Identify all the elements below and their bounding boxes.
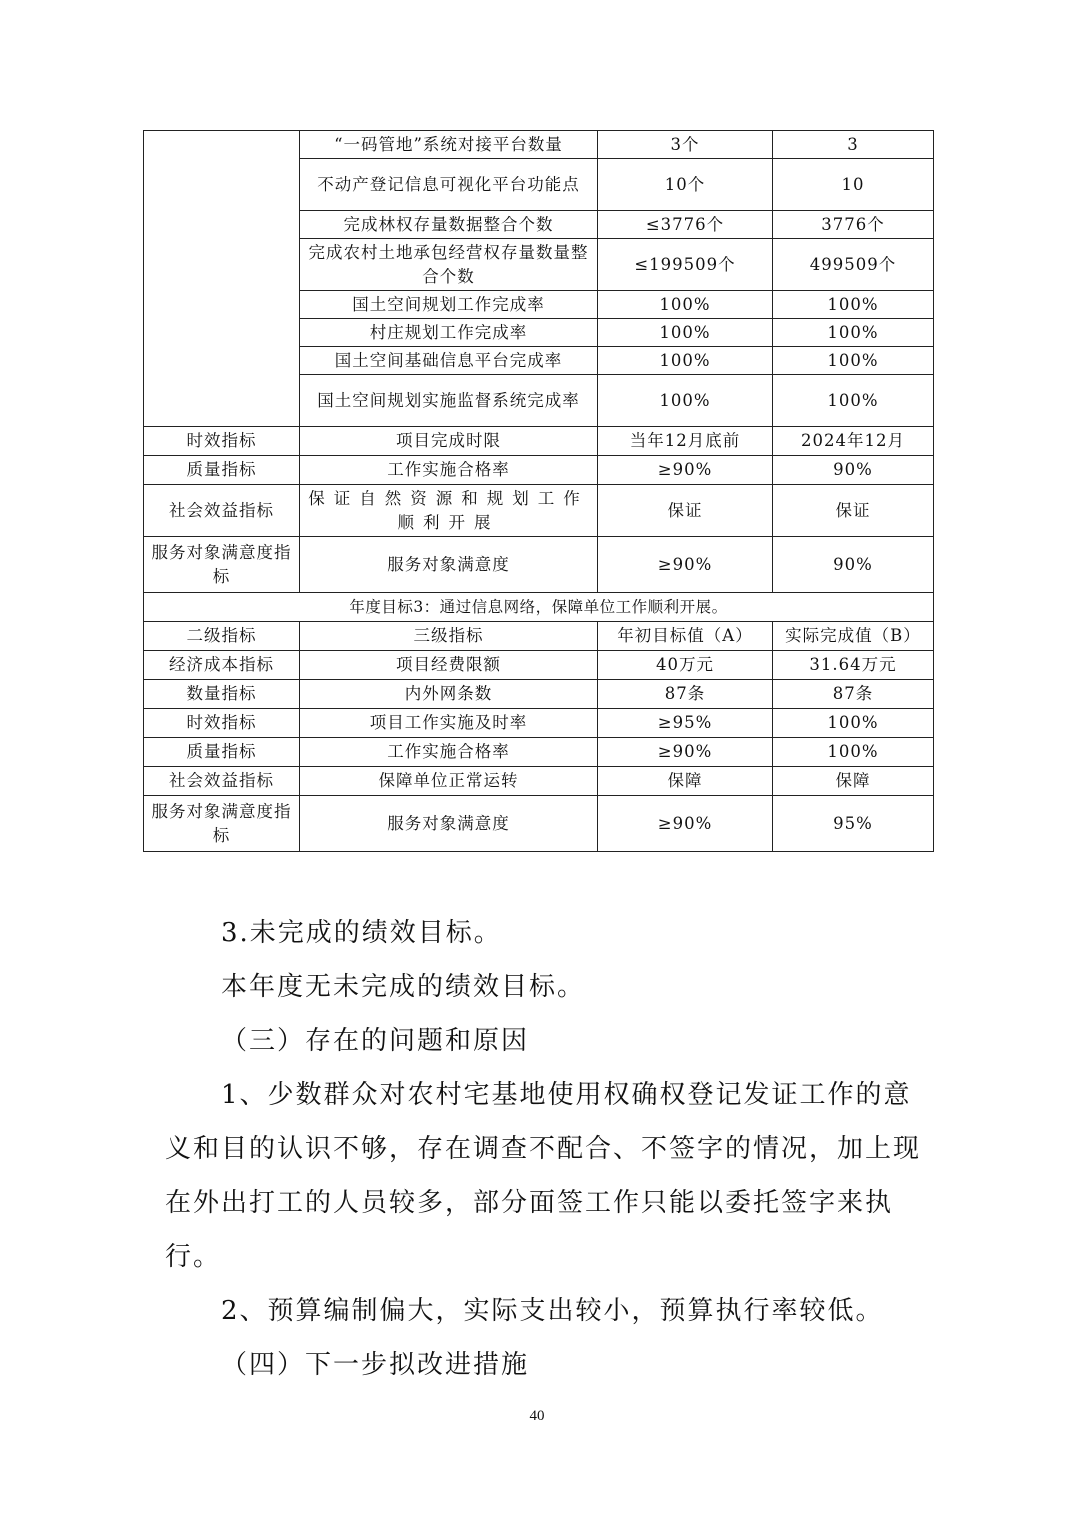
actual-cell: 95% <box>773 796 934 852</box>
target-cell: 100% <box>598 375 773 427</box>
column-header: 三级指标 <box>300 622 598 651</box>
target-cell: ≥90% <box>598 738 773 767</box>
target-cell: 10个 <box>598 159 773 211</box>
paragraph-problem-1: 1、少数群众对农村宅基地使用权确权登记发证工作的意义和目的认识不够，存在调查不配合、不签字的情况，加上现在外出打工的人员较多，部分面签工作只能以委托签字来执行。 <box>165 1080 922 1272</box>
indicator-cell: “一码管地”系统对接平台数量 <box>300 131 598 159</box>
actual-cell: 100% <box>773 319 934 347</box>
actual-cell: 3 <box>773 131 934 159</box>
table-row <box>144 593 934 622</box>
section-heading-problems: （三）存在的问题和原因 <box>221 1026 530 1056</box>
actual-cell: 100% <box>773 709 934 738</box>
table-row <box>144 680 934 709</box>
target-cell: ≥95% <box>598 709 773 738</box>
indicator-cell: 服务对象满意度 <box>300 537 598 593</box>
actual-cell: 499509个 <box>773 239 934 291</box>
category-cell: 数量指标 <box>144 680 300 709</box>
category-cell: 质量指标 <box>144 738 300 767</box>
category-cell: 服务对象满意度指标 <box>144 537 300 593</box>
table-row <box>144 456 934 485</box>
target-cell: 40万元 <box>598 651 773 680</box>
target-cell: ≤3776个 <box>598 211 773 239</box>
indicator-cell: 内外网条数 <box>300 680 598 709</box>
indicator-cell: 项目经费限额 <box>300 651 598 680</box>
target-cell: ≥90% <box>598 537 773 593</box>
target-cell: 3个 <box>598 131 773 159</box>
category-cell: 社会效益指标 <box>144 485 300 537</box>
indicator-cell: 项目工作实施及时率 <box>300 709 598 738</box>
page-number: 40 <box>529 1408 545 1424</box>
actual-cell: 31.64万元 <box>773 651 934 680</box>
table-row <box>144 796 934 852</box>
column-header: 年初目标值（A） <box>598 622 773 651</box>
indicator-cell: 服务对象满意度 <box>300 796 598 852</box>
target-cell: 保证 <box>598 485 773 537</box>
indicator-cell: 工作实施合格率 <box>300 738 598 767</box>
performance-table <box>143 130 934 852</box>
annual-goal-3: 年度目标3：通过信息网络，保障单位工作顺利开展。 <box>144 593 934 622</box>
indicator-cell: 村庄规划工作完成率 <box>300 319 598 347</box>
category-cell: 质量指标 <box>144 456 300 485</box>
table-row <box>144 537 934 593</box>
table-row <box>144 485 934 537</box>
table-row <box>144 651 934 680</box>
indicator-cell: 国土空间规划工作完成率 <box>300 291 598 319</box>
target-cell: 100% <box>598 319 773 347</box>
actual-cell: 100% <box>773 375 934 427</box>
table-row <box>144 767 934 796</box>
target-cell: ≥90% <box>598 456 773 485</box>
target-cell: 87条 <box>598 680 773 709</box>
table-row <box>144 709 934 738</box>
actual-cell: 2024年12月 <box>773 427 934 456</box>
actual-cell: 87条 <box>773 680 934 709</box>
indicator-cell: 完成林权存量数据整合个数 <box>300 211 598 239</box>
indicator-cell: 国土空间基础信息平台完成率 <box>300 347 598 375</box>
actual-cell: 保障 <box>773 767 934 796</box>
table-row <box>144 738 934 767</box>
target-cell: 100% <box>598 291 773 319</box>
target-cell: ≥90% <box>598 796 773 852</box>
category-cell: 经济成本指标 <box>144 651 300 680</box>
section-heading-improvements: （四）下一步拟改进措施 <box>221 1350 530 1380</box>
indicator-cell: 不动产登记信息可视化平台功能点 <box>300 159 598 211</box>
actual-cell: 保证 <box>773 485 934 537</box>
table-header-row <box>144 622 934 651</box>
table-row <box>144 427 934 456</box>
actual-cell: 100% <box>773 291 934 319</box>
actual-cell: 10 <box>773 159 934 211</box>
category-cell: 时效指标 <box>144 427 300 456</box>
indicator-cell: 保证自然资源和规划工作顺利开展 <box>300 485 598 537</box>
indicator-cell: 保障单位正常运转 <box>300 767 598 796</box>
indicator-cell: 完成农村土地承包经营权存量数量整合个数 <box>300 239 598 291</box>
indicator-cell: 工作实施合格率 <box>300 456 598 485</box>
actual-cell: 100% <box>773 347 934 375</box>
paragraph-problem-2: 2、预算编制偏大，实际支出较小，预算执行率较低。 <box>221 1296 884 1326</box>
category-cell: 时效指标 <box>144 709 300 738</box>
actual-cell: 100% <box>773 738 934 767</box>
indicator-cell: 国土空间规划实施监督系统完成率 <box>300 375 598 427</box>
actual-cell: 90% <box>773 456 934 485</box>
target-cell: 保障 <box>598 767 773 796</box>
category-cell: 社会效益指标 <box>144 767 300 796</box>
indicator-cell: 项目完成时限 <box>300 427 598 456</box>
actual-cell: 90% <box>773 537 934 593</box>
target-cell: 当年12月底前 <box>598 427 773 456</box>
column-header: 二级指标 <box>144 622 300 651</box>
target-cell: 100% <box>598 347 773 375</box>
actual-cell: 3776个 <box>773 211 934 239</box>
paragraph-no-unfinished: 本年度无未完成的绩效目标。 <box>221 972 586 1002</box>
section-heading-unfinished-goals: 3.未完成的绩效目标。 <box>221 918 502 948</box>
target-cell: ≤199509个 <box>598 239 773 291</box>
merged-blank-cell <box>144 131 300 427</box>
category-cell: 服务对象满意度指标 <box>144 796 300 852</box>
column-header: 实际完成值（B） <box>773 622 934 651</box>
table-row <box>144 131 934 159</box>
